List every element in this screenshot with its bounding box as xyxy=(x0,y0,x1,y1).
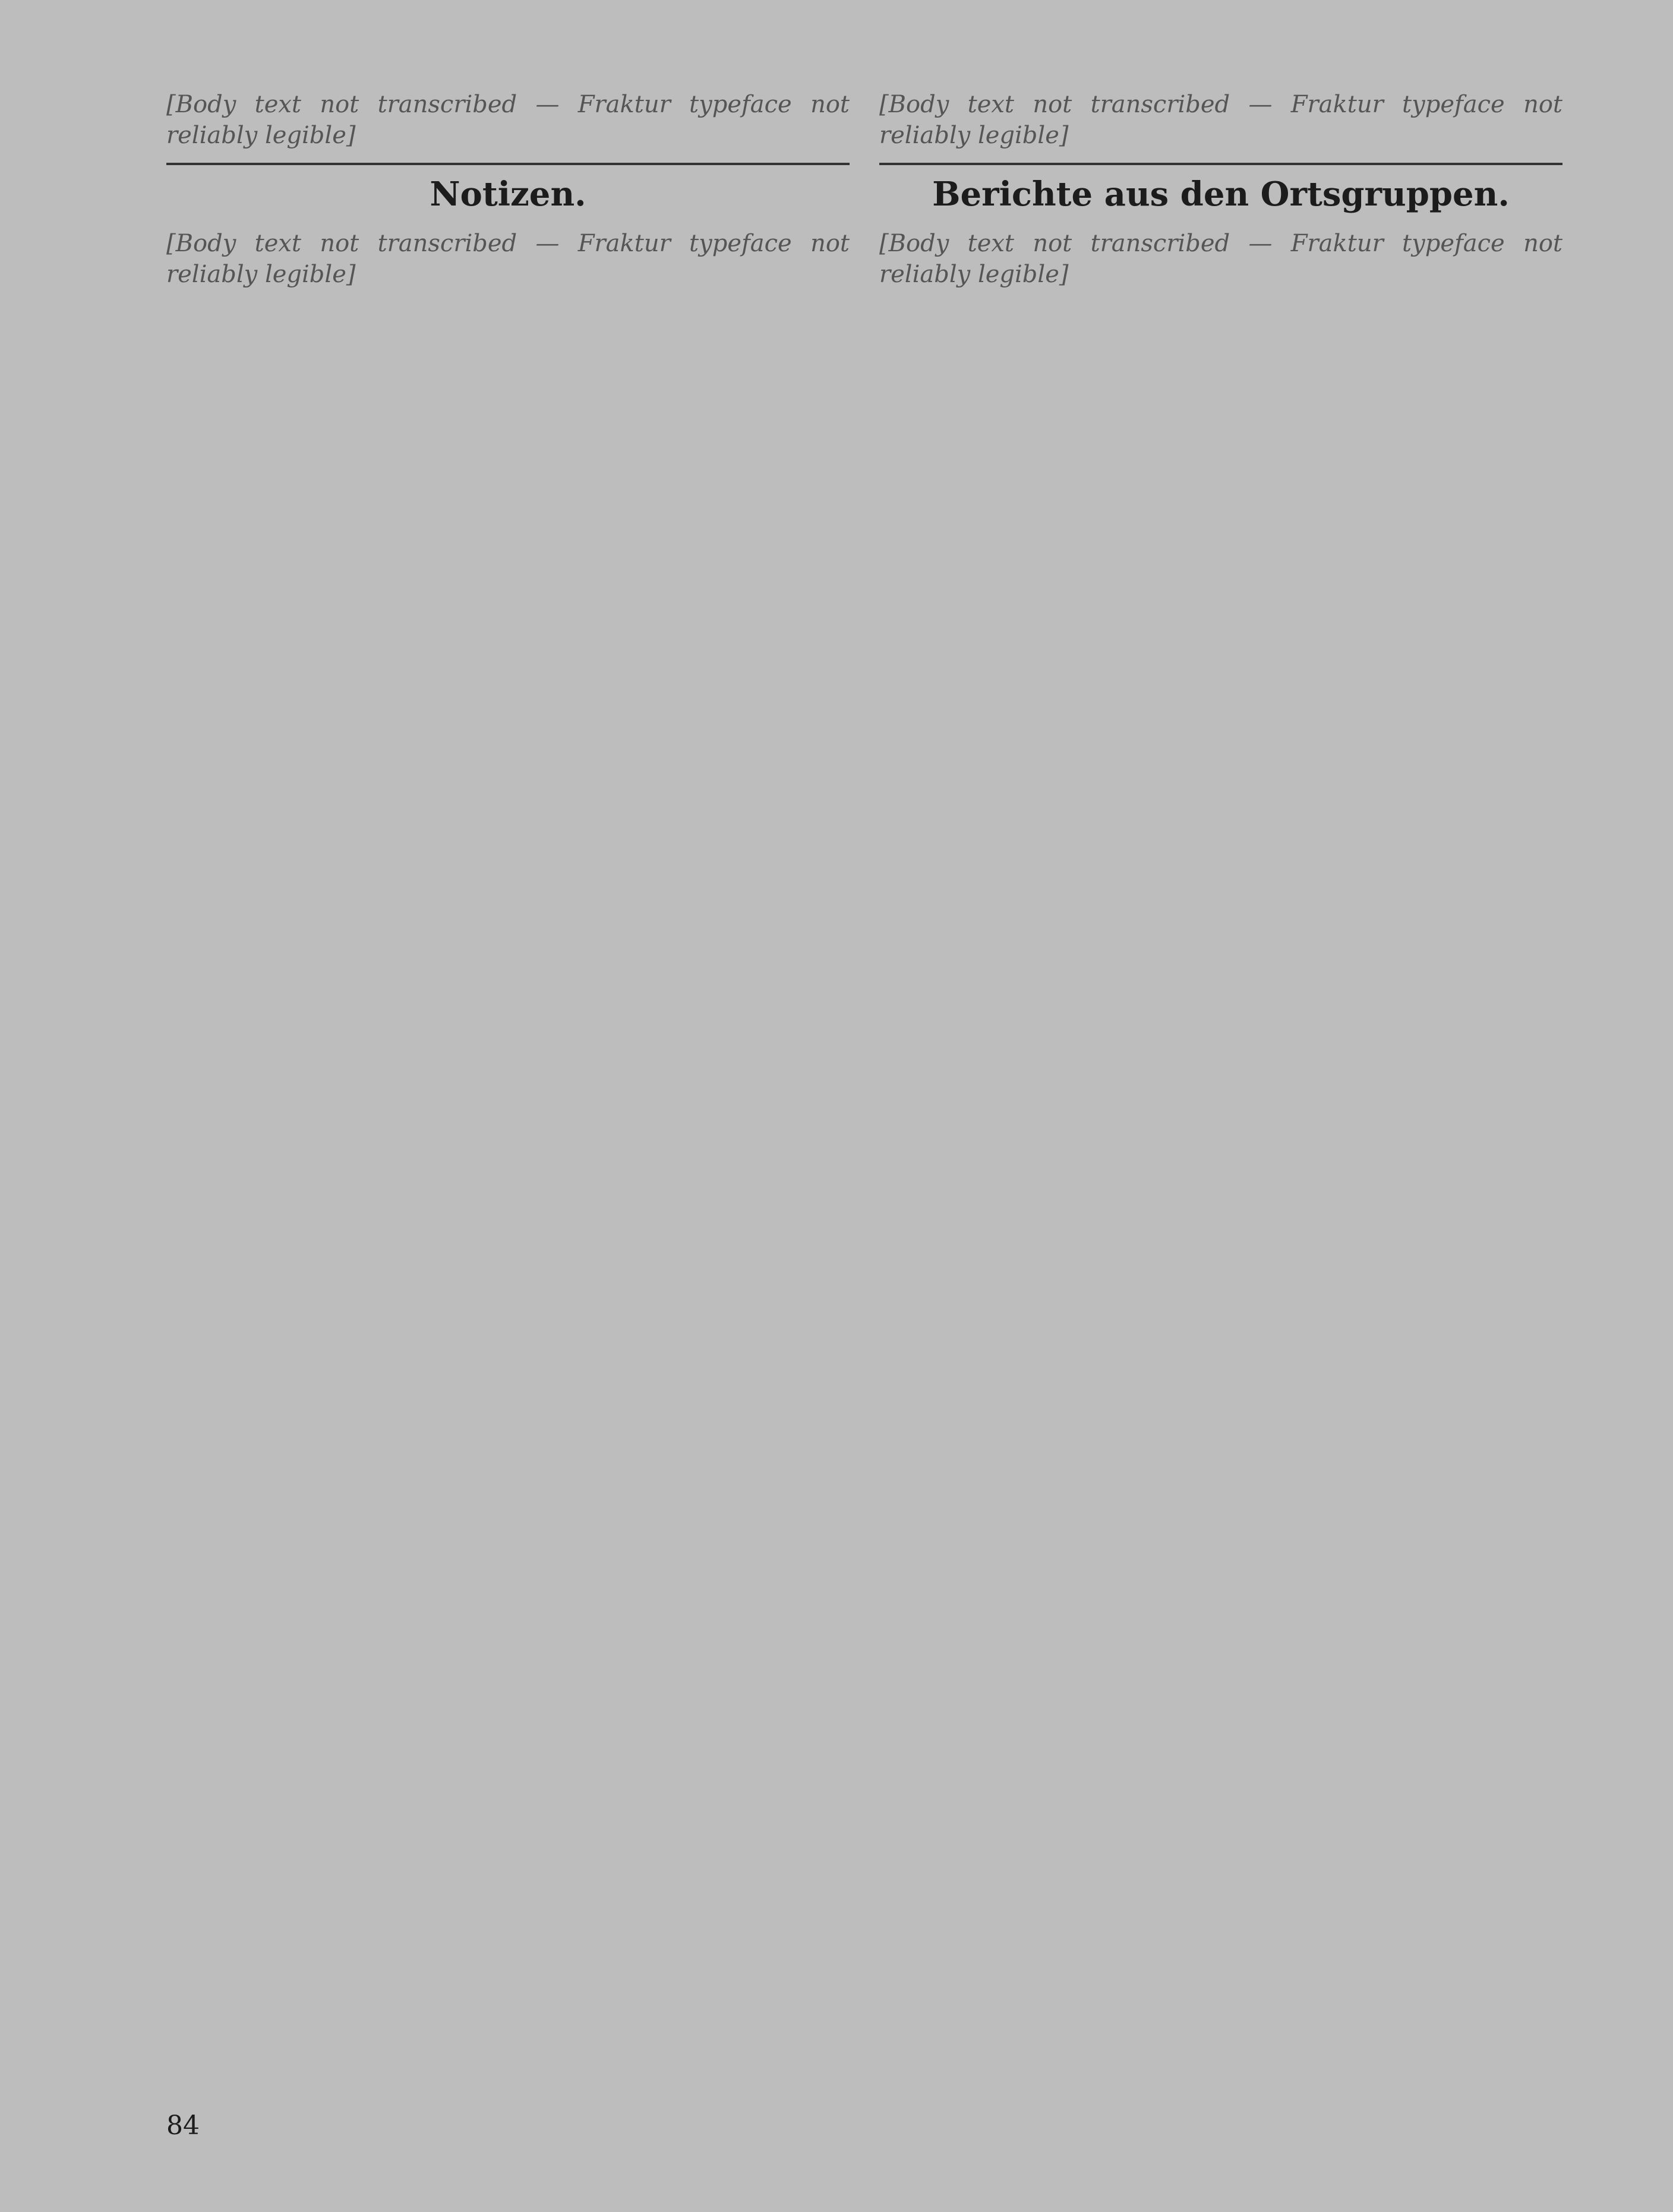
left-column xyxy=(166,89,850,296)
right-column xyxy=(879,89,1562,296)
page-number: 84 xyxy=(166,2110,200,2141)
notizen-heading: Notizen. xyxy=(166,163,850,214)
body-placeholder: [Body text not transcribed — Fraktur typeface not reliably legible] xyxy=(166,230,850,288)
body-placeholder: [Body text not transcribed — Fraktur typeface not reliably legible] xyxy=(166,91,850,149)
berichte-heading: Berichte aus den Ortsgruppen. xyxy=(879,163,1562,214)
body-placeholder: [Body text not transcribed — Fraktur typeface not reliably legible] xyxy=(879,230,1562,288)
body-placeholder: [Body text not transcribed — Fraktur typeface not reliably legible] xyxy=(879,91,1562,149)
